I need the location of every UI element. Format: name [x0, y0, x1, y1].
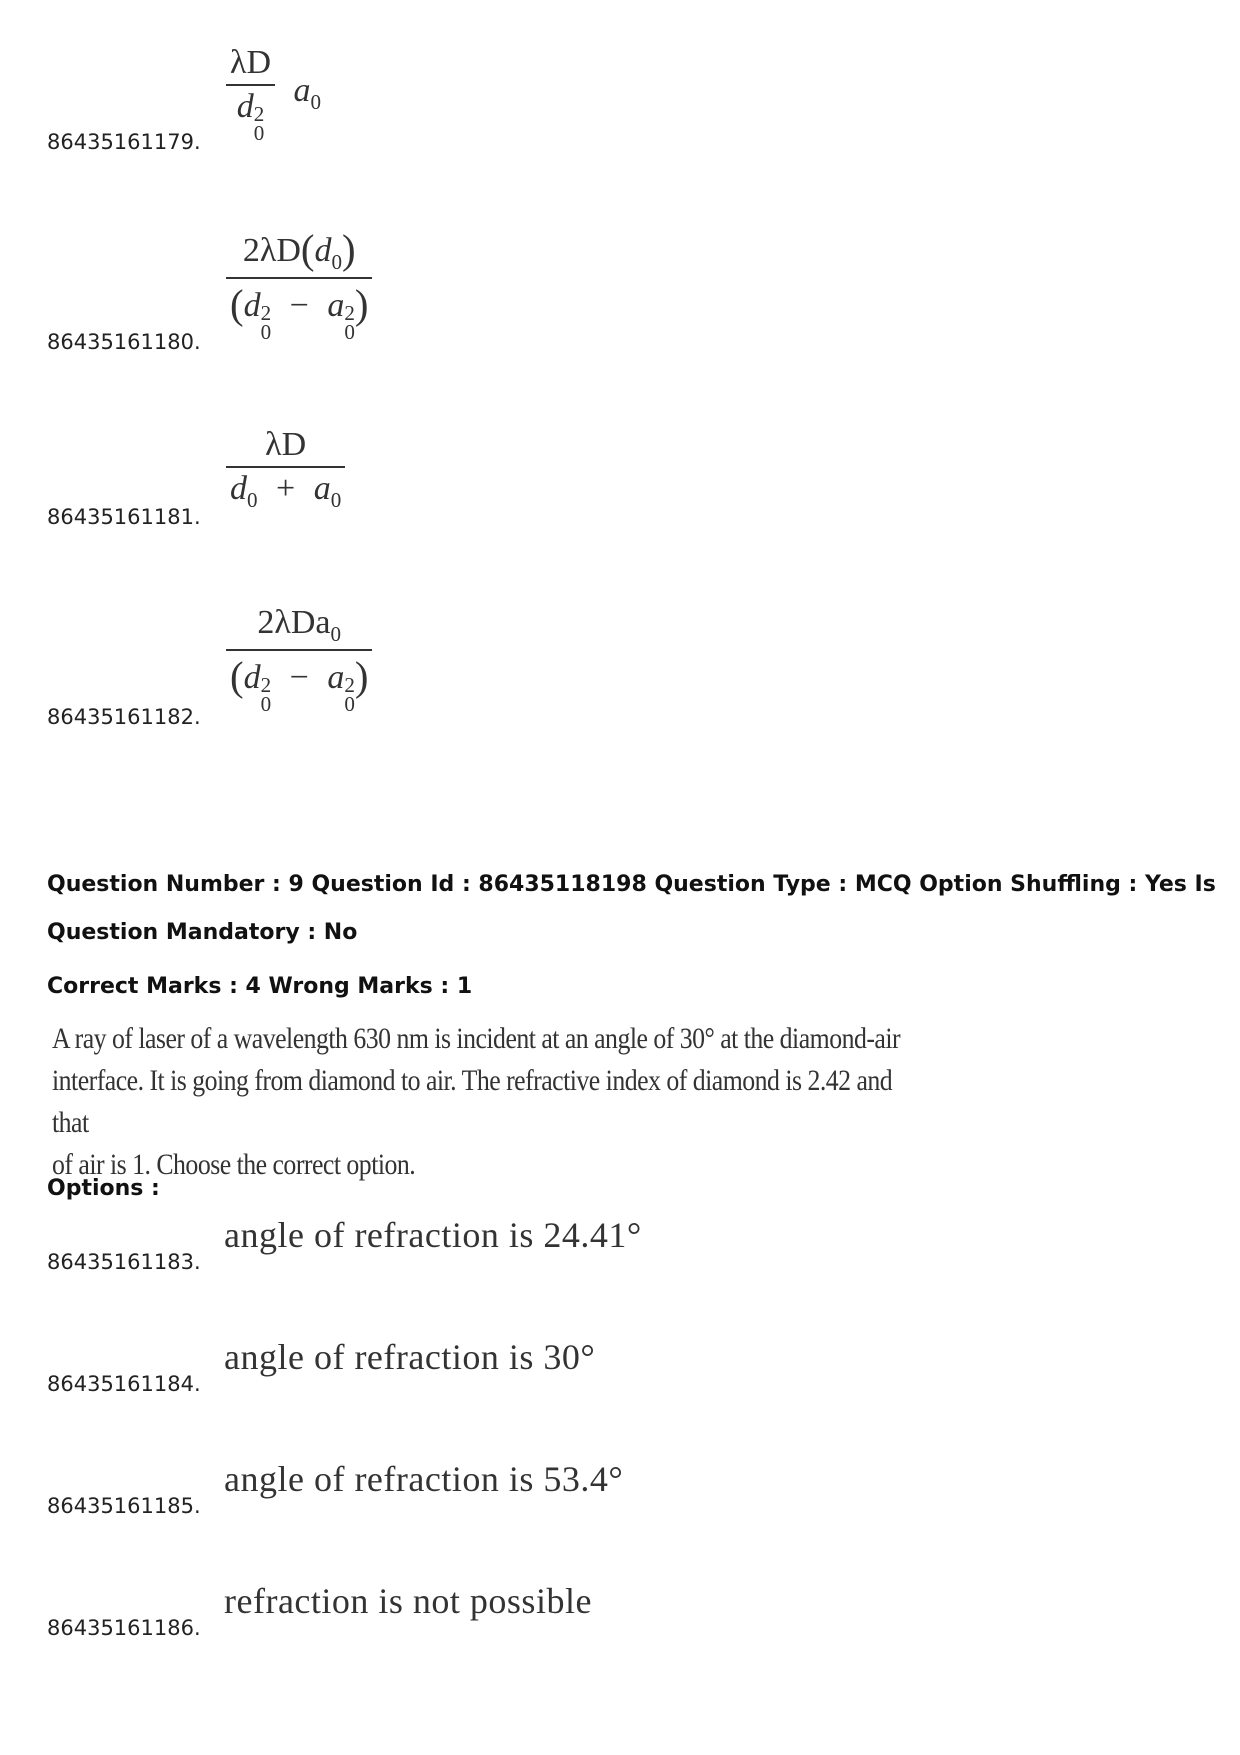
formula-denominator: (d 2 0 − a 2 0 ) [230, 281, 369, 344]
option-formula [226, 226, 372, 342]
option-id: 86435161181. [47, 505, 201, 529]
question-text-line: of air is 1. Choose the correct option. [52, 1148, 416, 1181]
option-id: 86435161184. [47, 1372, 201, 1396]
formula-trailing-term: $a_0$ [293, 72, 322, 115]
option-id: 86435161179. [47, 130, 201, 154]
question-text-line: A ray of laser of a wavelength 630 nm is incident at an angle of 30° at the diamond-air [52, 1022, 901, 1055]
question-mandatory: Question Mandatory : No [47, 920, 358, 945]
option-id: 86435161183. [47, 1250, 201, 1274]
options-label: Options : [47, 1176, 160, 1201]
question-text-line: interface. It is going from diamond to air. The refractive index of diamond is 2.42 and that [52, 1064, 893, 1139]
formula-numerator: λD [265, 426, 307, 463]
formula-numerator: 2λDa$_0$ [257, 604, 342, 646]
option-formula [226, 44, 321, 143]
option-text: refraction is not possible [224, 1581, 592, 1621]
formula-numerator: λD [230, 44, 272, 81]
option-text: angle of refraction is 24.41° [224, 1215, 642, 1255]
option-id: 86435161180. [47, 330, 201, 354]
formula-numerator: $2\lambda D(d_0)$ [242, 227, 356, 274]
option-text: angle of refraction is 30° [224, 1337, 596, 1377]
option-id: 86435161182. [47, 705, 201, 729]
option-id: 86435161185. [47, 1494, 201, 1518]
question-text [52, 1018, 912, 1186]
option-formula [226, 426, 345, 513]
formula-denominator: d 2 0 [236, 88, 265, 145]
option-id: 86435161186. [47, 1616, 201, 1640]
formula-denominator: $d_0 + a_0$ [230, 470, 342, 512]
formula-denominator: (d 2 0 − a 2 0 ) [230, 653, 369, 716]
option-formula [226, 604, 372, 714]
question-header: Question Number : 9 Question Id : 86435118198 Question Type : MCQ Option Shuffling : Yes Is [47, 872, 1216, 897]
option-text: angle of refraction is 53.4° [224, 1459, 624, 1499]
question-marks: Correct Marks : 4 Wrong Marks : 1 [47, 974, 473, 999]
